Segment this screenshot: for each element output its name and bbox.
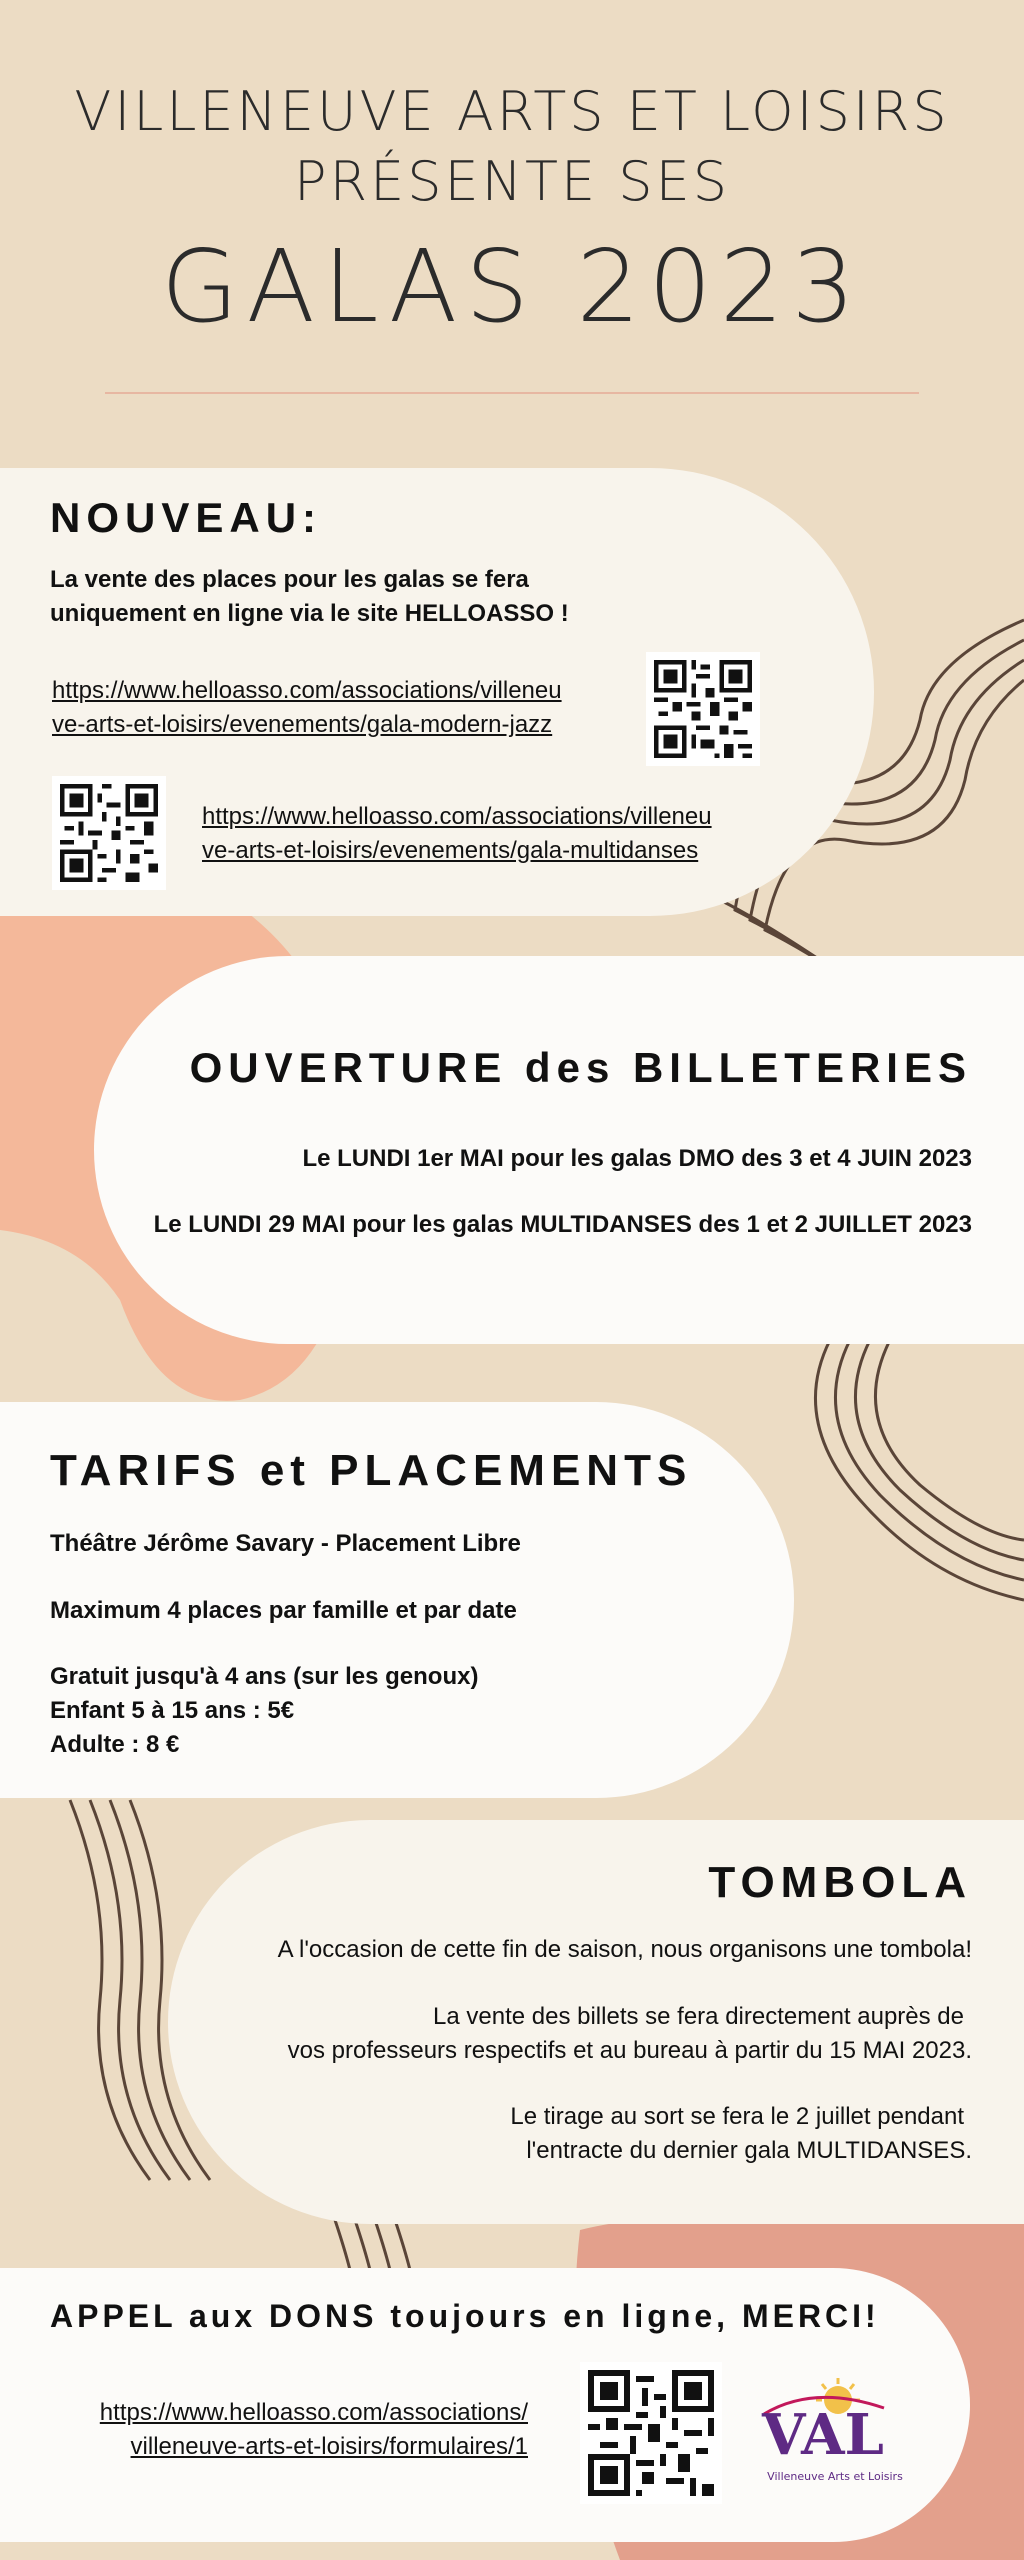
qr-code-multidanses-icon[interactable] bbox=[52, 776, 166, 890]
header-line-1: VILLENEUVE ARTS ET LOISIRS bbox=[74, 80, 950, 143]
link-gala-multidanses-line1[interactable]: https://www.helloasso.com/associations/villeneu bbox=[202, 803, 712, 830]
val-logo-sun-icon bbox=[754, 2374, 916, 2464]
link-gala-modern-jazz-line1[interactable]: https://www.helloasso.com/associations/villeneu bbox=[52, 677, 562, 704]
tarifs-title: TARIFS et PLACEMENTS bbox=[50, 1446, 693, 1495]
tombola-line5: l'entracte du dernier gala MULTIDANSES. bbox=[526, 2137, 972, 2164]
tarifs-line4: Enfant 5 à 15 ans : 5€ bbox=[50, 1697, 295, 1724]
tarifs-line5: Adulte : 8 € bbox=[50, 1731, 180, 1758]
qr-code-dons-icon[interactable] bbox=[580, 2362, 722, 2504]
ouverture-title: OUVERTURE des BILLETERIES bbox=[189, 1044, 972, 1091]
tombola-line2: La vente des billets se fera directement auprès de bbox=[433, 2003, 964, 2030]
nouveau-title: NOUVEAU: bbox=[50, 494, 323, 541]
tarifs-line1: Théâtre Jérôme Savary - Placement Libre bbox=[50, 1530, 521, 1557]
link-dons-line1[interactable]: https://www.helloasso.com/associations/ bbox=[99, 2399, 528, 2426]
tarifs-line2: Maximum 4 places par famille et par date bbox=[50, 1597, 517, 1624]
link-gala-modern-jazz-line2[interactable]: ve-arts-et-loisirs/evenements/gala-modern-jazz bbox=[52, 711, 553, 738]
header-line-2: PRÉSENTE SES bbox=[294, 150, 730, 213]
tombola-title: TOMBOLA bbox=[708, 1858, 972, 1907]
wavy-lines-right-mid bbox=[815, 1340, 1024, 1600]
nouveau-text-line2: uniquement en ligne via le site HELLOASSO ! bbox=[50, 600, 569, 627]
tombola-line4: Le tirage au sort se fera le 2 juillet pendant bbox=[510, 2103, 964, 2130]
header-title: GALAS 2023 bbox=[160, 228, 864, 345]
link-gala-multidanses-line2[interactable]: ve-arts-et-loisirs/evenements/gala-multidanses bbox=[202, 837, 699, 864]
dons-title: APPEL aux DONS toujours en ligne, MERCI! bbox=[50, 2298, 880, 2334]
ouverture-line2: Le LUNDI 29 MAI pour les galas MULTIDANSES des 1 et 2 JUILLET 2023 bbox=[153, 1211, 972, 1238]
svg-text:VAL: VAL bbox=[762, 2402, 884, 2464]
link-dons-line2[interactable]: villeneuve-arts-et-loisirs/formulaires/1 bbox=[130, 2433, 528, 2460]
val-logo bbox=[754, 2374, 916, 2494]
nouveau-text-line1: La vente des places pour les galas se fera bbox=[50, 566, 529, 593]
wavy-lines-bottom-mid bbox=[335, 2220, 410, 2270]
val-logo-subtitle: Villeneuve Arts et Loisirs bbox=[767, 2470, 903, 2483]
tarifs-line3: Gratuit jusqu'à 4 ans (sur les genoux) bbox=[50, 1663, 479, 1690]
qr-code-modern-jazz-icon[interactable] bbox=[646, 652, 760, 766]
ouverture-line1: Le LUNDI 1er MAI pour les galas DMO des 3 et 4 JUIN 2023 bbox=[302, 1145, 972, 1172]
tombola-line3: vos professeurs respectifs et au bureau à partir du 15 MAI 2023. bbox=[287, 2037, 972, 2064]
tombola-line1: A l'occasion de cette fin de saison, nous organisons une tombola! bbox=[277, 1936, 972, 1963]
header-divider bbox=[105, 392, 919, 394]
